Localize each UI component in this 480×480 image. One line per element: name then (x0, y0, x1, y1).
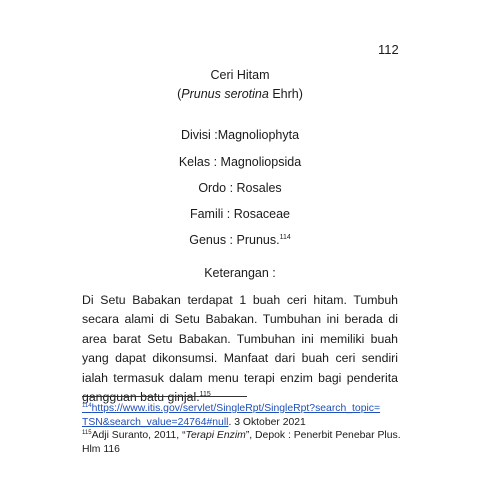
description-paragraph (82, 291, 398, 407)
link-text-line2: TSN&search_value=24764#null (82, 416, 229, 428)
taxonomy-text: Famili : Rosaceae (189, 207, 291, 221)
footnote-114 (82, 402, 402, 429)
footnote-book-title: Terapi Enzim (185, 430, 246, 442)
page-number: 112 (378, 42, 399, 57)
footnote-number: 115 (82, 430, 92, 437)
taxonomy-famili (82, 206, 398, 222)
taxonomy-text: Genus : Prunus. (189, 233, 280, 247)
scientific-name (82, 86, 398, 102)
footnote-number: 114 (82, 403, 92, 409)
footnote-ref-114[interactable]: 114 (279, 234, 291, 241)
footnote-author: Adji Suranto, 2011, “ (91, 430, 186, 442)
taxonomy-divisi (82, 127, 398, 143)
footnote-ref-115[interactable]: 115 (199, 391, 211, 399)
footnotes (82, 402, 402, 456)
taxonomy-ordo (82, 180, 398, 196)
link-text-line1: https://www.itis.gov/servlet/SingleRpt/SingleRpt?search_topic= (91, 403, 381, 414)
scientific-name-italic: Prunus serotina (181, 87, 269, 101)
taxonomy-text: Divisi :Magnoliophyta (180, 128, 300, 142)
footnote-separator (82, 396, 247, 397)
taxonomy-genus (82, 232, 398, 248)
taxonomy-text: Ordo : Rosales (198, 181, 282, 195)
taxonomy-text: Kelas : Magnoliopsida (178, 155, 302, 169)
footnote-publisher: ”, Depok : Penerbit Penebar Plus. Hlm 116 (82, 430, 401, 455)
taxonomy-kelas (82, 154, 398, 170)
footnote-date: . 3 Oktober 2021 (228, 416, 306, 428)
keterangan-heading: Keterangan : (204, 266, 276, 280)
scientific-name-open: ( (177, 87, 182, 101)
scientific-name-author: Ehrh) (268, 87, 303, 101)
plant-title: Ceri Hitam (210, 68, 270, 82)
footnote-115 (82, 429, 402, 456)
description-text: Di Setu Babakan terdapat 1 buah ceri hitam. Tumbuh secara alami di Setu Babakan. Tumbuhan ini berada di area barat Setu Babakan. Tumbuhan ini memiliki buah yang dapat dikonsumsi. Manfaat dari buah ceri sendiri ialah termasuk dalam menu terapi enzim bagi penderita gangguan batu ginjal. (82, 293, 398, 405)
